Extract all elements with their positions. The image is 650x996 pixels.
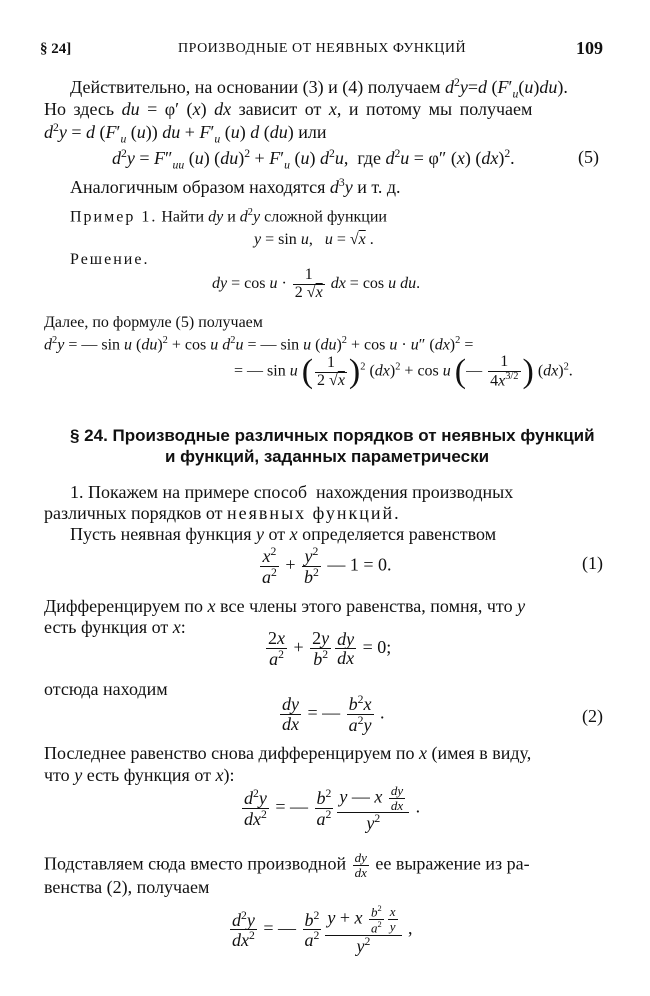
- equation-substituted: $\frac{d^2y}{dx^2}$ = — $\frac{b^2}{a^2}$ y + x $\frac{b^2}{a^2}$ $\frac{x}{y}$ $y^2$ ,: [232, 903, 413, 956]
- p5-line-1: Последнее равенство снова дифференцируем по x (имея в виду,: [44, 743, 532, 763]
- body-text: Дифференцируем по: [44, 596, 208, 616]
- intro-line-3: $d^2y = d$ ($F'_u$ (u)) du + $F'_u$ (u) d (du) или: [44, 121, 327, 146]
- p3-line-2: есть функция от x:: [44, 617, 186, 637]
- equation-2-number: (2): [582, 706, 603, 726]
- header-running-title: ПРОИЗВОДНЫЕ ОТ НЕЯВНЫХ ФУНКЦИЙ: [178, 41, 467, 56]
- p6-line-1: Подставляем сюда вместо производной $\frac{dy}{dx}$ ее выражение из ра-: [44, 850, 530, 880]
- formula-5: $d^2y = F''_{uu}$ (u) $(du)^2 + F'_u$ (u) $d^2u$, где $d^2u = \varphi''$ (x) (dx)$^2$.: [112, 147, 515, 172]
- page-number: 109: [576, 38, 603, 58]
- body-text: Последнее равенство снова дифференцируем по: [44, 743, 419, 763]
- equation-second-derivative: $\frac{d^2y}{dx^2}$ = — $\frac{b^2}{a^2}$ y — x $\frac{dy}{dx}$ $y^2$ .: [244, 783, 421, 834]
- body-text: ее выражение из ра-: [375, 853, 530, 874]
- body-text: нахождения производных: [316, 482, 514, 502]
- body-text: от: [264, 524, 290, 544]
- p3-line-1: Дифференцируем по x все члены этого равенства, помня, что y: [44, 596, 526, 616]
- body-text: Подставляем сюда вместо производной: [44, 853, 347, 874]
- further-formula-1: $d^2y$ = — sin u (du)$^2$ + cos u $d^2u$ = — sin u (du)$^2$ + cos u · u″ (dx)$^2$ =: [44, 335, 474, 354]
- body-text: все члены этого равенства, помня, что: [215, 596, 518, 616]
- body-text: различных порядков от: [44, 503, 228, 523]
- body-text: 1. Покажем на примере способ: [70, 482, 308, 502]
- example-label: Пример 1.: [70, 208, 158, 226]
- p1-line-1: [70, 482, 513, 503]
- intro-text: Аналогичным образом находятся: [70, 177, 330, 197]
- intro-text: Действительно, на основании (3) и (4) получаем: [70, 77, 446, 97]
- formula-5-number: (5): [578, 147, 599, 167]
- solution-label: Решение.: [70, 251, 150, 268]
- body-text-spaced: неявных функций.: [227, 503, 401, 523]
- example-text: Найти: [161, 208, 209, 226]
- section-title-line-1: § 24. Производные различных порядков от неявных функций: [70, 426, 595, 445]
- body-text: Пусть неявная функция: [70, 524, 257, 544]
- equation-1: $\frac{x^2}{a^2}$ + $\frac{y^2}{b^2}$ — 1 = 0.: [262, 545, 392, 587]
- example-task: Пример 1. Найти dy и $d^2y$ сложной функции: [70, 207, 387, 226]
- example-text: сложной функции: [260, 208, 387, 226]
- solution-formula: dy = cos u · $\frac{1}{2 √x}$ dx = cos u du.: [212, 266, 421, 301]
- example-text: и: [223, 208, 240, 226]
- further-formula-2: = — sin u ( $\frac{1}{2 √x}$ )$^2$ (dx)$^2$ + cos u (— $\frac{1}{4x^{3/2}}$ ) (dx)$^2$.: [234, 353, 573, 390]
- intro-text: Но здесь: [44, 99, 122, 119]
- intro-line-5: Аналогичным образом находятся $d^3y$ и т. д.: [70, 176, 401, 197]
- p5-line-2: что y есть функция от x):: [44, 765, 235, 785]
- intro-text: или: [293, 122, 327, 142]
- intro-line-1: Действительно, на основании (3) и (4) получаем $d^2y=d$ $(F'_u(u)du)$.: [70, 76, 568, 101]
- intro-text: зависит от: [231, 99, 329, 119]
- further-text: Далее, по формуле (5) получаем: [44, 314, 263, 331]
- body-text: что: [44, 765, 75, 785]
- body-text: есть функция от: [82, 765, 216, 785]
- section-title-line-2: и функций, заданных параметрически: [165, 447, 490, 466]
- body-text: (имея в виду,: [426, 743, 532, 763]
- example-function: y = sin u, u = √x .: [254, 231, 374, 248]
- body-text: есть функция от: [44, 617, 173, 637]
- intro-line-2: Но здесь du = φ′ (x) dx зависит от x, и потому мы получаем: [44, 99, 533, 119]
- intro-text: , и потому мы получаем: [336, 99, 533, 119]
- header-section-ref: § 24]: [40, 41, 72, 57]
- equation-1-number: (1): [582, 553, 603, 573]
- p2-line: Пусть неявная функция y от x определяется равенством: [70, 524, 497, 544]
- equation-diff: $\frac{2x}{a^2}$ + $\frac{2y}{b^2}$ $\frac{dy}{dx}$ = 0;: [268, 628, 392, 669]
- equation-2: $\frac{dy}{dx}$ = — $\frac{b^2x}{a^2y}$ .: [282, 693, 385, 735]
- p4-line: отсюда находим: [44, 679, 168, 699]
- p6-line-2: венства (2), получаем: [44, 877, 210, 897]
- body-text: определяется равенством: [297, 524, 497, 544]
- intro-text: и т. д.: [352, 177, 401, 197]
- p1-line-2: [44, 503, 401, 524]
